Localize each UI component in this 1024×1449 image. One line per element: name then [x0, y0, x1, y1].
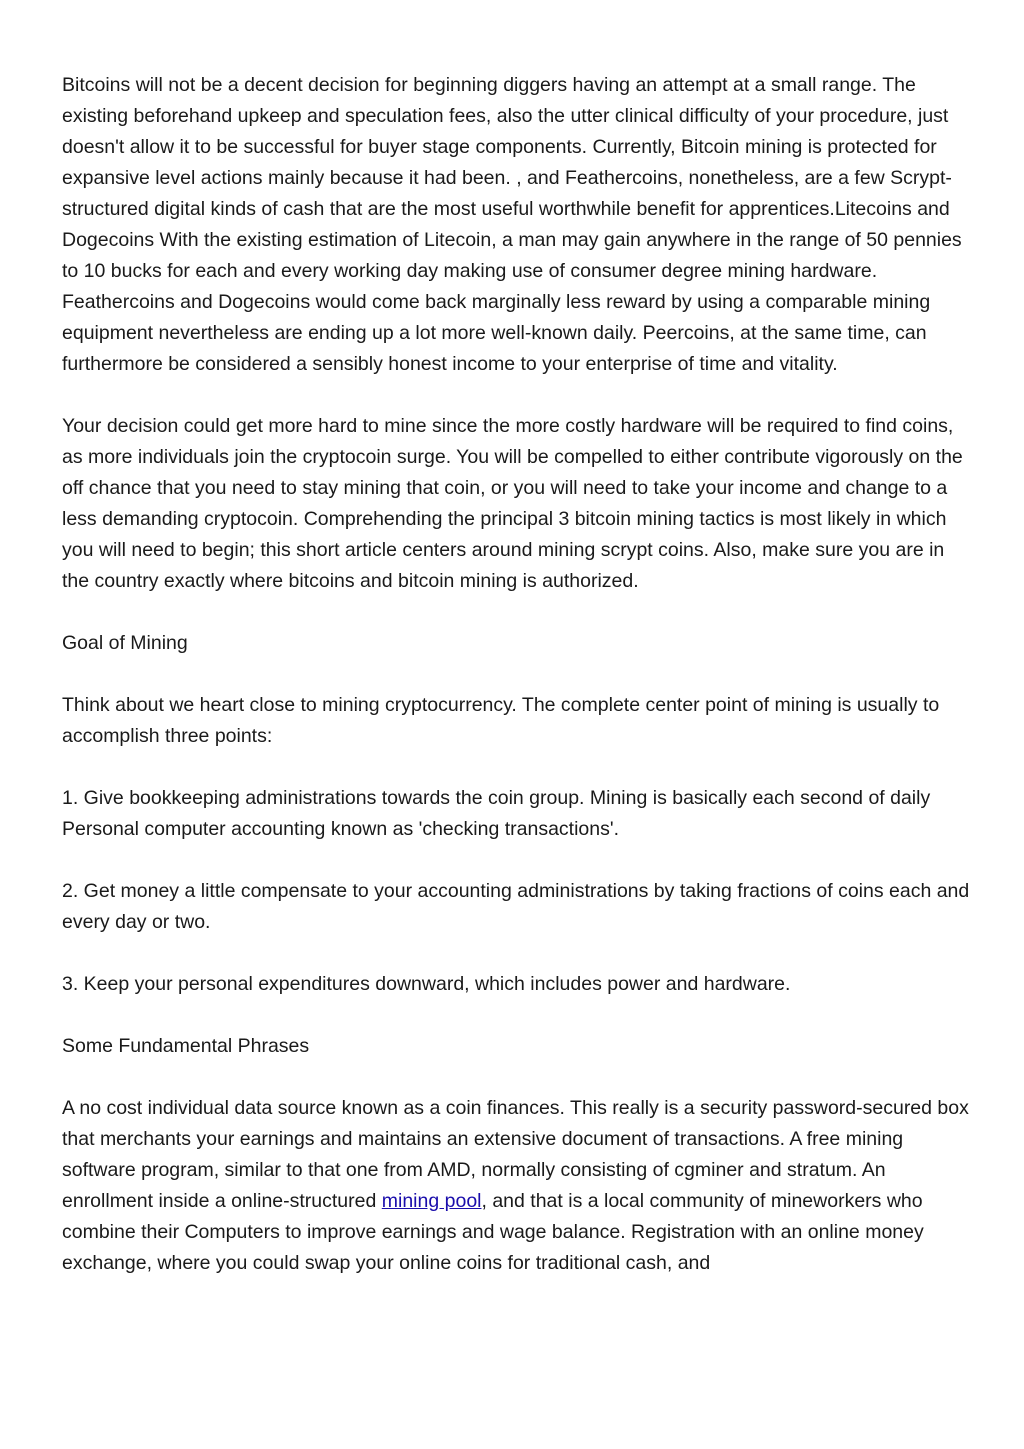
list-item-2: 2. Get money a little compensate to your accounting administrations by taking fractions of coins each and every day or two. — [62, 880, 970, 933]
mining-pool-link[interactable]: mining pool — [381, 1190, 482, 1212]
paragraph-intro: Bitcoins will not be a decent decision for beginning diggers having an attempt at a small range. The existing beforehand upkeep and speculation fees, also the utter clinical difficulty of your procedure, just doesn't allow it to be successful for buyer stage components. Currently, Bitcoin mining is protected for expansive level actions mainly because it had been. , and Feathercoins, nonetheless, are a few Scrypt-structured digital kinds of cash that are the most useful worthwhile benefit for apprentices.Litecoins and Dogecoins With the existing estimation of Litecoin, a man may gain anywhere in the range of 50 pennies to 10 bucks for each and every working day making use of consumer degree mining hardware. Feathercoins and Dogecoins would come back marginally less reward by using a comparable mining equipment nevertheless are ending up a lot more well-known daily. Peercoins, at the same time, can furthermore be considered a sensibly honest income to your enterprise of time and vitality. — [62, 74, 962, 375]
paragraph-goal-intro: Think about we heart close to mining cryptocurrency. The complete center point of mining is usually to accomplish three points: — [62, 694, 940, 747]
heading-goal-of-mining: Goal of Mining — [62, 632, 188, 654]
heading-fundamental-phrases: Some Fundamental Phrases — [62, 1035, 310, 1057]
paragraph-difficulty: Your decision could get more hard to mine since the more costly hardware will be required to find coins, as more individuals join the cryptocoin surge. You will be compelled to either contribute vigorously on the off chance that you need to stay mining that coin, or you will need to take your income and change to a less demanding cryptocoin. Comprehending the principal 3 bitcoin mining tactics is most likely in which you will need to begin; this short article centers around mining scrypt coins. Also, make sure you are in the country exactly where bitcoins and bitcoin mining is authorized. — [62, 415, 963, 592]
paragraph-phrases-start: A no cost individual data source known as a coin finances. This really is a security password-secured box that merchants your earnings and maintains an extensive document of transactions. A free mining software program, similar to that one from AMD, normally consisting of cgminer and stratum. An enrollment inside a online-structured — [62, 1097, 969, 1212]
paragraph-phrases — [62, 1093, 972, 1279]
list-item-1: 1. Give bookkeeping administrations towards the coin group. Mining is basically each second of daily Personal computer accounting known as 'checking transactions'. — [62, 787, 931, 840]
paragraph-phrases-end: , and that is a local community of mineworkers who combine their Computers to improve earnings and wage balance. Registration with an online money exchange, where you could swap your online coins for traditional cash, and — [62, 1190, 924, 1274]
document-body — [62, 70, 972, 1310]
list-item-3: 3. Keep your personal expenditures downward, which includes power and hardware. — [62, 973, 791, 995]
